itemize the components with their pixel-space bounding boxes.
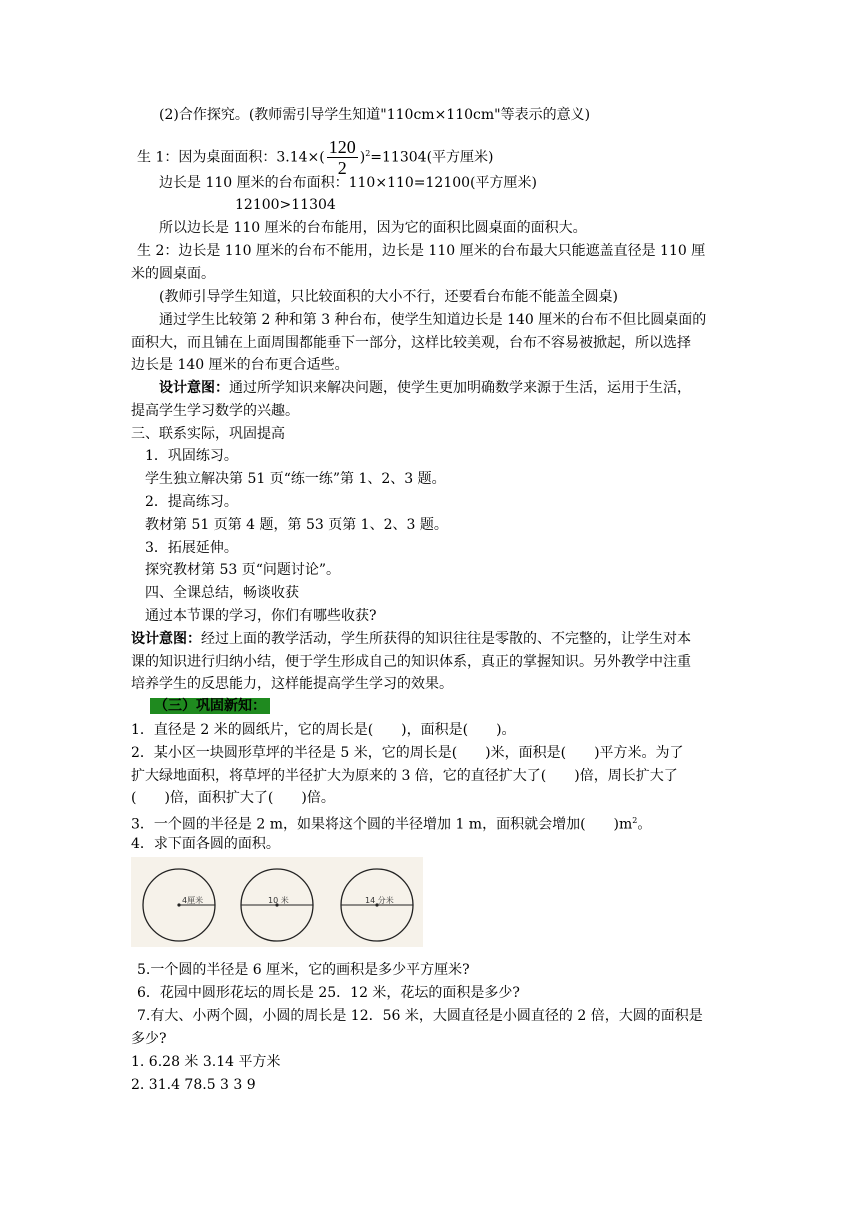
item-extend: 3．拓展延伸。: [145, 540, 238, 556]
circle-3-label: 14 分米: [365, 896, 394, 905]
exercise-4: 4．求下面各圆的面积。: [131, 836, 280, 852]
exercise-7: 7.有大、小两个圆，小圆的周长是 12．56 米，大圆直径是小圆直径的 2 倍，大圆的面积是: [137, 1008, 703, 1024]
fraction-numerator: 120: [328, 137, 356, 158]
item-improve-detail: 教材第 51 页第 4 题，第 53 页第 1、2、3 题。: [145, 517, 448, 533]
comparison-line: 12100>11304: [235, 197, 336, 213]
student2-line-cont: 米的圆桌面。: [131, 266, 215, 282]
design-intent-2: [131, 629, 691, 649]
compare-paragraph-3: 边长是 140 厘米的台布更合适些。: [131, 357, 349, 373]
fraction: [327, 137, 358, 178]
item-extend-detail: 探究教材第 53 页“问题讨论”。: [145, 562, 341, 578]
circle-2-label: 10 米: [268, 896, 289, 905]
circle-2: [241, 869, 313, 941]
circle-1: [143, 869, 215, 941]
design-intent-text: 经过上面的教学活动，学生所获得的知识往往是零散的、不完整的，让学生对本: [201, 631, 691, 647]
section-3-heading: 三、联系实际，巩固提高: [131, 426, 285, 442]
tablecloth-area-line: 边长是 110 厘米的台布面积：110×110=12100(平方厘米): [159, 175, 537, 191]
exercise-2-cont-2: ( )倍，面积扩大了( )倍。: [131, 790, 335, 806]
design-intent-label: 设计意图：: [159, 380, 229, 396]
item-consolidate-detail: 学生独立解决第 51 页“练一练”第 1、2、3 题。: [145, 471, 446, 487]
consolidate-heading-highlight: （三）巩固新知：: [150, 698, 270, 714]
conclusion-line: 所以边长是 110 厘米的台布能用，因为它的面积比圆桌面的面积大。: [159, 220, 587, 236]
fraction-denominator: 2: [337, 158, 347, 179]
exercise-7-cont: 多少?: [131, 1031, 167, 1047]
design-intent-2-cont-1: 课的知识进行归纳小结，便于学生形成自己的知识体系，真正的掌握知识。另外教学中注重: [131, 654, 691, 670]
formula-exponent: 2: [365, 149, 371, 158]
formula-result: =11304(平方厘米): [370, 149, 494, 166]
compare-paragraph-2: 面积大，而且铺在上面周围都能垂下一部分，这样比较美观，台布不容易被掀起，所以选择: [131, 335, 691, 351]
design-intent-2-cont-2: 培养学生的反思能力，这样能提高学生学习的效果。: [131, 676, 453, 692]
design-intent-text: 通过所学知识来解决问题，使学生更加明确数学来源于生活，运用于生活，: [229, 380, 691, 396]
teacher-note-line: (教师引导学生知道，只比较面积的大小不行，还要看台布能不能盖全圆桌): [159, 289, 618, 305]
circle-3: [341, 869, 413, 941]
section-4-heading: 四、全课总结，畅谈收获: [145, 585, 299, 601]
exercise-3-text: 3．一个圆的半径是 2 m，如果将这个圆的半径增加 1 m，面积就会增加( )m: [131, 816, 633, 833]
design-intent-1-cont: 提高学生学习数学的兴趣。: [131, 403, 299, 419]
design-intent-label: 设计意图：: [131, 631, 201, 647]
exercise-2: 2．某小区一块圆形草坪的半径是 5 米，它的周长是( )米，面积是( )平方米。为了: [131, 745, 684, 761]
consolidate-heading: [150, 696, 270, 716]
item-improve: 2．提高练习。: [145, 494, 238, 510]
exercise-3-end: 。: [637, 816, 652, 833]
design-intent-1: [159, 378, 691, 398]
student2-line: 生 2：边长是 110 厘米的台布不能用，边长是 110 厘米的台布最大只能遮盖直径是 110 厘: [137, 243, 706, 259]
formula-paren: ): [359, 149, 366, 166]
answer-1: 1. 6.28 米 3.14 平方米: [131, 1054, 281, 1070]
exercise-5: 5.一个圆的半径是 6 厘米，它的画积是多少平方厘米?: [137, 962, 470, 978]
student1-area-formula: [137, 132, 494, 179]
circles-figure: [131, 857, 423, 947]
item-consolidate: 1．巩固练习。: [145, 448, 238, 464]
formula-prefix: 生 1：因为桌面面积：3.14×(: [137, 149, 325, 166]
exercise-3-exponent: 2: [632, 816, 638, 825]
answer-2: 2. 31.4 78.5 3 3 9: [131, 1077, 256, 1093]
compare-paragraph-1: 通过学生比较第 2 种和第 3 种台布，使学生知道边长是 140 厘米的台布不但比圆桌面的: [159, 312, 707, 328]
cooperative-inquiry-line: (2)合作探究。(教师需引导学生知道"110cm×110cm"等表示的意义): [159, 107, 591, 123]
exercise-6: 6．花园中圆形花坛的周长是 25．12 米，花坛的面积是多少?: [137, 985, 520, 1001]
exercise-3: [131, 811, 651, 835]
circle-1-label: 4厘米: [182, 896, 204, 905]
exercise-2-cont-1: 扩大绿地面积，将草坪的半径扩大为原来的 3 倍，它的直径扩大了( )倍，周长扩大了: [131, 768, 678, 784]
exercise-1: 1．直径是 2 米的圆纸片，它的周长是( )，面积是( )。: [131, 722, 516, 738]
circles-svg: [131, 857, 423, 947]
summary-question: 通过本节课的学习，你们有哪些收获?: [145, 608, 377, 624]
